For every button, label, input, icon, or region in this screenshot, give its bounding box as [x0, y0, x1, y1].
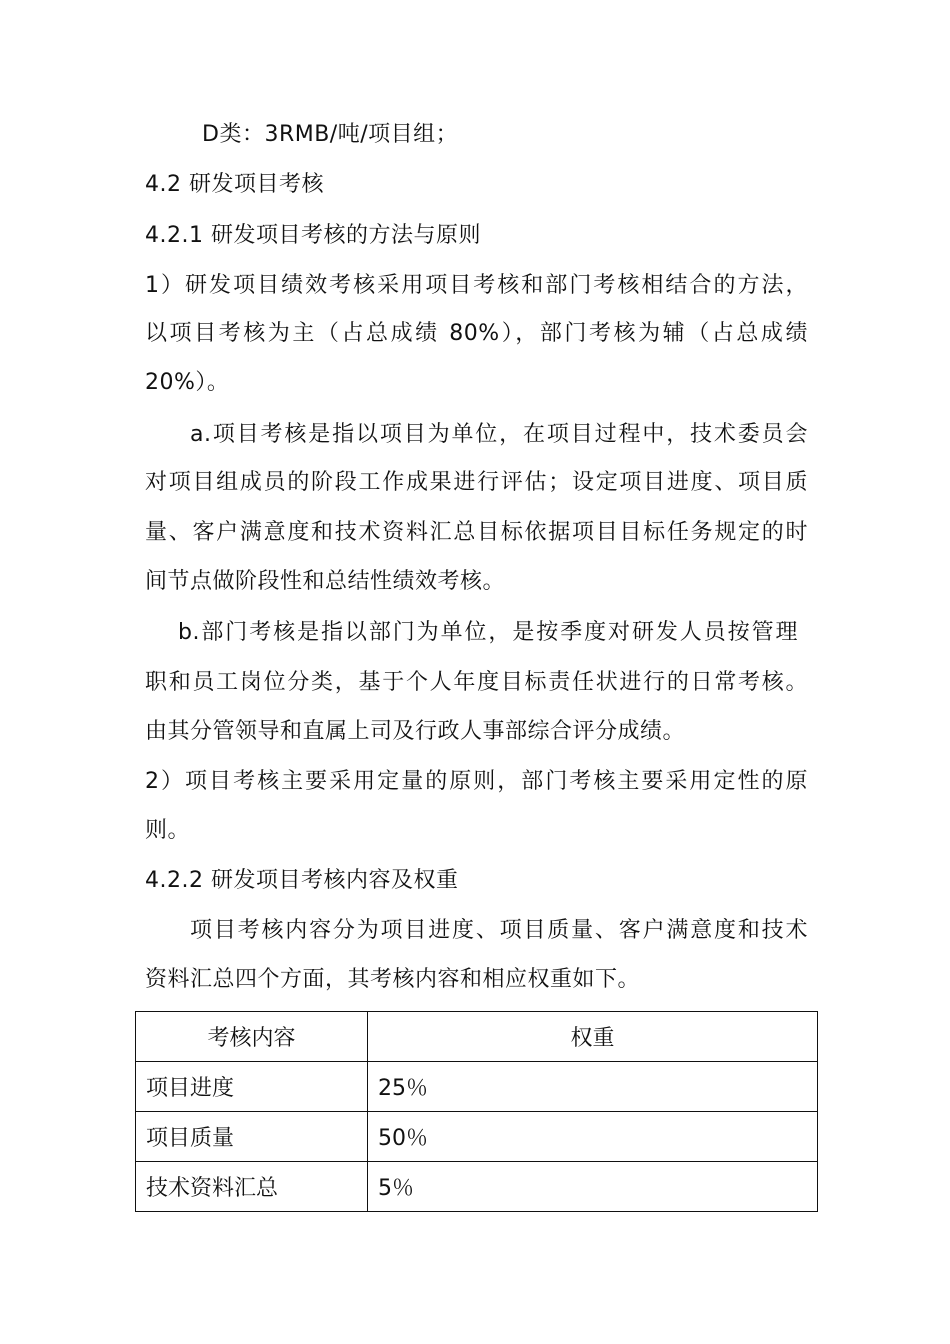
header-cell-content: 考核内容 [136, 1012, 368, 1062]
table-row [136, 1162, 818, 1212]
table-header-row [136, 1012, 818, 1062]
paragraph-b-line-3: 由其分管领导和直属上司及行政人事部综合评分成绩。 [145, 719, 686, 744]
row-weight-cell: 50％ [368, 1112, 818, 1162]
section-heading-4-2: 4.2 研发项目考核 [145, 172, 324, 197]
paragraph-2-line-1: 2）项目考核主要采用定量的原则，部门考核主要采用定性的原 [145, 769, 808, 794]
paragraph-a-line-1: a.项目考核是指以项目为单位，在项目过程中，技术委员会 [190, 422, 808, 447]
paragraph-2-line-2: 则。 [145, 818, 191, 843]
table-row [136, 1062, 818, 1112]
row-content-cell: 技术资料汇总 [136, 1162, 368, 1212]
paragraph-a-line-4: 间节点做阶段性和总结性绩效考核。 [145, 569, 506, 594]
table-row [136, 1112, 818, 1162]
weights-table [135, 1011, 818, 1212]
intro-line-2: 资料汇总四个方面，其考核内容和相应权重如下。 [145, 967, 641, 992]
paragraph-b-line-1: b.部门考核是指以部门为单位，是按季度对研发人员按管理 [178, 620, 798, 645]
row-weight-cell: 25％ [368, 1062, 818, 1112]
section-heading-4-2-1: 4.2.1 研发项目考核的方法与原则 [145, 223, 481, 248]
paragraph-a-line-2: 对项目组成员的阶段工作成果进行评估；设定项目进度、项目质 [145, 470, 808, 495]
paragraph-a-line-3: 量、客户满意度和技术资料汇总目标依据项目目标任务规定的时 [145, 520, 808, 545]
paragraph-1-line-3: 20%）。 [145, 370, 230, 395]
row-weight-cell: 5％ [368, 1162, 818, 1212]
header-cell-weight: 权重 [368, 1012, 818, 1062]
intro-line-1: 项目考核内容分为项目进度、项目质量、客户满意度和技术 [190, 918, 808, 943]
paragraph-1-line-2: 以项目考核为主（占总成绩 80%），部门考核为辅（占总成绩 [145, 321, 808, 346]
d-class-line: D类：3RMB/吨/项目组； [202, 122, 459, 147]
row-content-cell: 项目进度 [136, 1062, 368, 1112]
row-content-cell: 项目质量 [136, 1112, 368, 1162]
paragraph-1-line-1: 1）研发项目绩效考核采用项目考核和部门考核相结合的方法， [145, 273, 808, 298]
section-heading-4-2-2: 4.2.2 研发项目考核内容及权重 [145, 868, 459, 893]
paragraph-b-line-2: 职和员工岗位分类，基于个人年度目标责任状进行的日常考核。 [145, 670, 808, 695]
